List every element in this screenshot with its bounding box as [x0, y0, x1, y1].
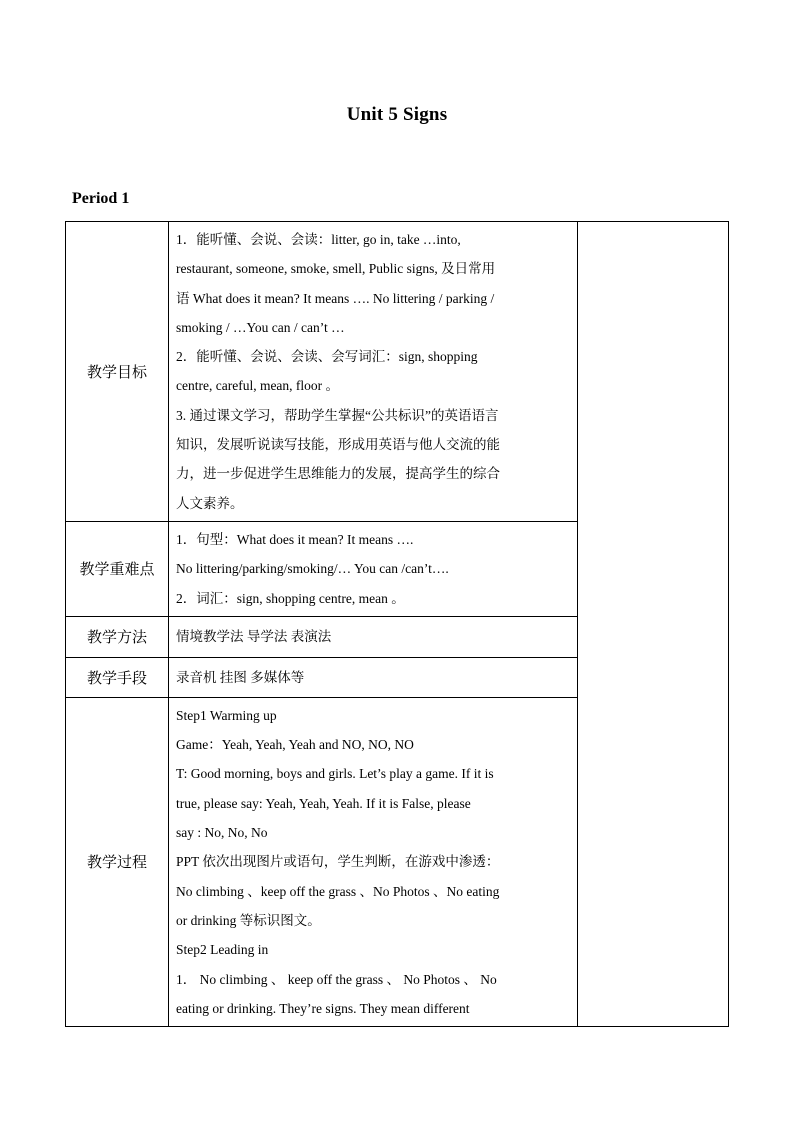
content-line: smoking / …You can / can’t … — [176, 319, 345, 335]
content-line: Game：Yeah, Yeah, Yeah and NO, NO, NO — [176, 737, 414, 753]
content-line: 语 What does it mean? It means …. No littering / parking / — [176, 290, 495, 306]
content-line: 1． No climbing 、 keep off the grass 、 No Photos 、 No — [176, 971, 497, 987]
content-line: 人文素养。 — [176, 495, 244, 511]
row-content-key-points — [169, 521, 578, 616]
table-row — [66, 222, 729, 522]
row-label-objectives: 教学目标 — [66, 222, 169, 522]
notes-column — [578, 222, 729, 1027]
content-line: 知识，发展听说读写技能，形成用英语与他人交流的能 — [176, 437, 500, 453]
period-heading: Period 1 — [72, 190, 130, 207]
content-line: 2．词汇：sign, shopping centre, mean 。 — [176, 590, 405, 606]
content-line: Step1 Warming up — [176, 707, 277, 723]
content-line: centre, careful, mean, floor 。 — [176, 378, 340, 394]
content-line: Step2 Leading in — [176, 942, 269, 958]
row-content-methods — [169, 616, 578, 657]
row-content-objectives — [169, 222, 578, 522]
content-line: restaurant, someone, smoke, smell, Public signs, 及日常用 — [176, 261, 496, 277]
document-title: Unit 5 Signs — [346, 104, 448, 125]
content-line: 1．能听懂、会说、会读：litter, go in, take …into, — [176, 232, 461, 247]
content-line: PPT 依次出现图片或语句，学生判断，在游戏中渗透： — [176, 854, 500, 870]
row-label-process: 教学过程 — [66, 697, 169, 1026]
lesson-plan-table — [65, 221, 729, 1027]
content-line: eating or drinking. They’re signs. They mean different — [176, 1000, 470, 1016]
content-line: T: Good morning, boys and girls. Let’s play a game. If it is — [176, 766, 494, 782]
content-line: say : No, No, No — [176, 825, 268, 841]
content-line: No climbing 、keep off the grass 、No Photos 、No eating — [176, 883, 500, 899]
content-line: true, please say: Yeah, Yeah, Yeah. If it is False, please — [176, 795, 471, 811]
content-line: 1．句型：What does it mean? It means …. — [176, 531, 414, 547]
content-line: No littering/parking/smoking/… You can /can’t…. — [176, 561, 449, 577]
row-label-key-points: 教学重难点 — [66, 521, 169, 616]
content-line: 录音机 挂图 多媒体等 — [176, 669, 305, 685]
row-content-process — [169, 697, 578, 1026]
content-line: 2．能听懂、会说、会读、会写词汇：sign, shopping — [176, 349, 478, 365]
row-label-aids: 教学手段 — [66, 657, 169, 697]
row-label-methods: 教学方法 — [66, 616, 169, 657]
row-content-aids — [169, 657, 578, 697]
content-line: 3. 通过课文学习，帮助学生掌握“公共标识”的英语语言 — [176, 407, 499, 423]
content-line: or drinking 等标识图文。 — [176, 912, 321, 928]
content-line: 力，进一步促进学生思维能力的发展，提高学生的综合 — [176, 466, 500, 482]
content-line: 情境教学法 导学法 表演法 — [176, 629, 332, 645]
